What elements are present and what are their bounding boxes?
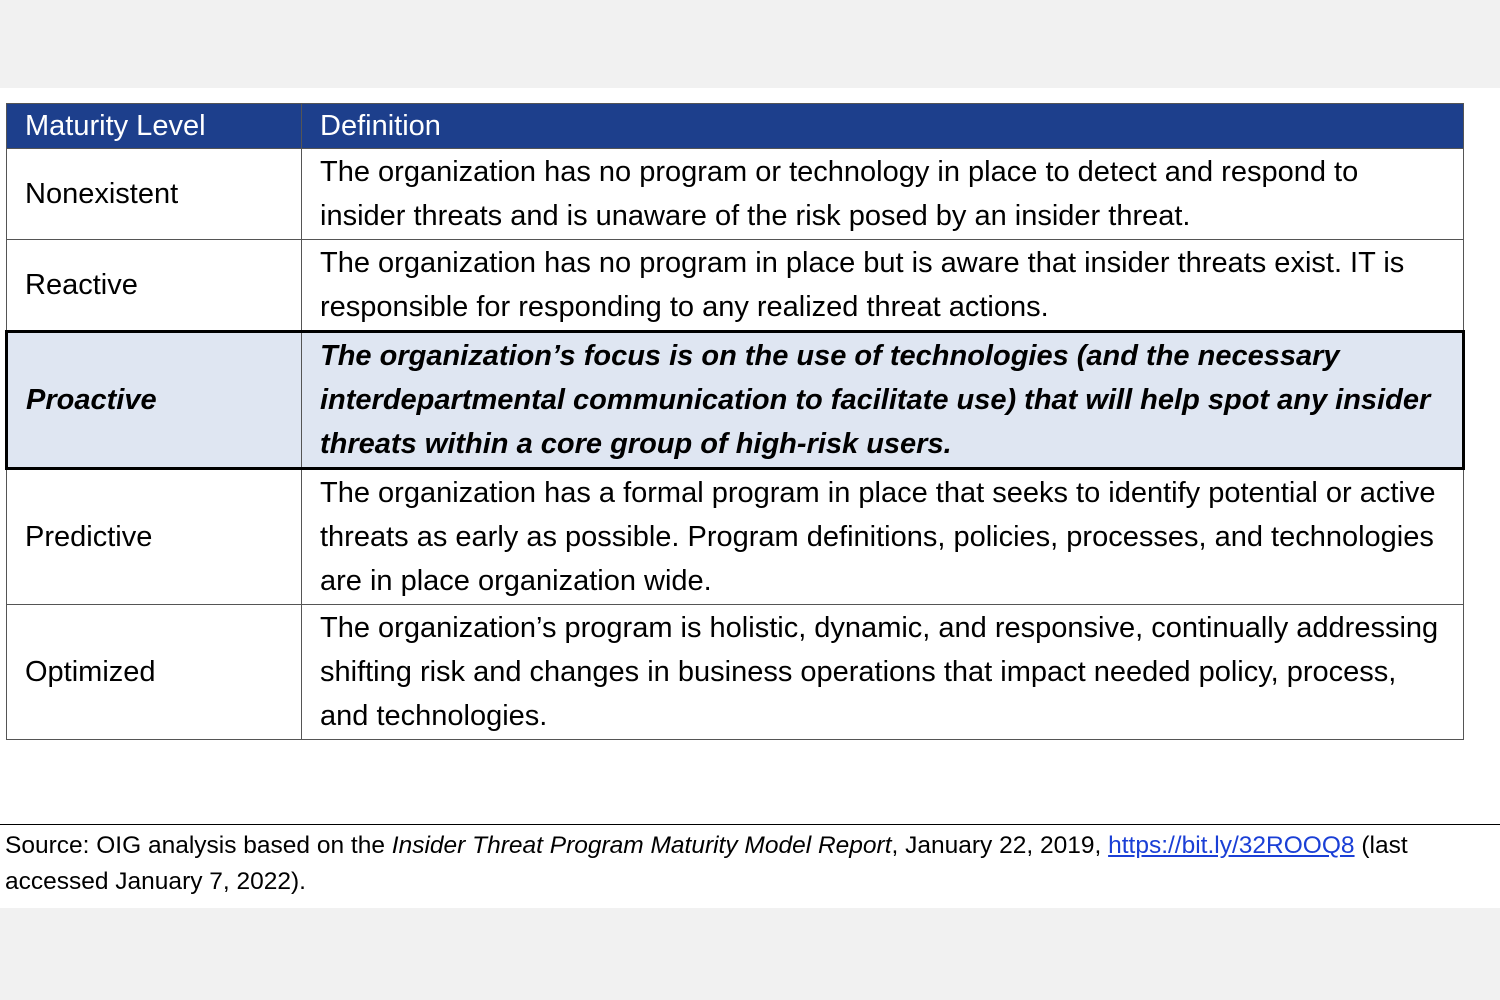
table-header-row [7,104,1464,149]
source-link[interactable]: https://bit.ly/32ROOQ8 [1108,832,1355,859]
table-row [7,469,1464,605]
footnote-suffix: (last accessed January 7, 2022). [5,832,1408,895]
table-row-highlighted [7,332,1464,469]
maturity-level-cell: Reactive [7,240,302,332]
definition-cell: The organization has a formal program in place that seeks to identify potential or active threats as early as possible. Program definitions, policies, processes, and technologies are in place organization wide. [302,469,1464,605]
header-definition: Definition [302,104,1464,149]
definition-cell: The organization has no program in place but is aware that insider threats exist. IT is responsible for responding to any realized threat actions. [302,240,1464,332]
footnote-divider [0,824,1500,825]
maturity-level-cell: Optimized [7,605,302,740]
document-page [0,88,1500,908]
table-row [7,605,1464,740]
definition-cell: The organization’s program is holistic, dynamic, and responsive, continually addressing shifting risk and changes in business operations that impact needed policy, process, and technologies. [302,605,1464,740]
report-title: Insider Threat Program Maturity Model Report [391,832,892,859]
footnote-prefix: Source: OIG analysis based on the [5,832,392,859]
table-row [7,240,1464,332]
source-footnote [5,828,1497,900]
maturity-level-table [5,103,1465,740]
maturity-level-cell: Predictive [7,469,302,605]
definition-cell: The organization’s focus is on the use of technologies (and the necessary interdepartmental communication to facilitate use) that will help spot any insider threats within a core group of high-risk users. [302,332,1464,469]
footnote-date: , January 22, 2019, [891,832,1109,859]
header-maturity-level: Maturity Level [7,104,302,149]
maturity-level-cell: Proactive [7,332,302,469]
table-row [7,149,1464,240]
maturity-level-cell: Nonexistent [7,149,302,240]
definition-cell: The organization has no program or technology in place to detect and respond to insider threats and is unaware of the risk posed by an insider threat. [302,149,1464,240]
